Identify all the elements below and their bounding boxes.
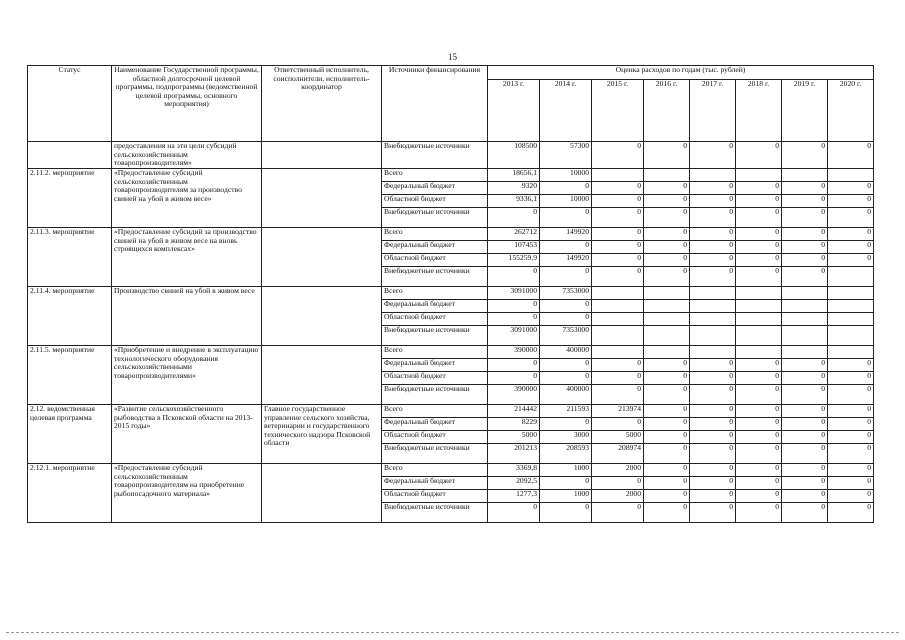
value-cell: 2000 (592, 490, 644, 503)
value-cell: 0 (782, 359, 828, 372)
value-cell: 0 (828, 228, 874, 241)
value-cell: 0 (540, 503, 592, 523)
row-name-cell: «Предоставление субсидий за производство свиней на убой в живом весе на вновь строящихся комплексах» (112, 228, 262, 287)
value-cell (828, 287, 874, 300)
value-cell: 0 (782, 182, 828, 195)
header-year: 2016 г. (644, 80, 690, 142)
row-status-cell: 2.11.5. мероприятие (28, 346, 112, 405)
row-responsible-cell: Главное государственное управление сельского хозяйства, ветеринарии и государственного технического надзора Псковской области (262, 405, 382, 464)
source-cell: Областной бюджет (382, 254, 488, 267)
value-cell: 390000 (488, 346, 540, 359)
value-cell (828, 313, 874, 326)
value-cell (592, 346, 644, 359)
value-cell: 108500 (488, 142, 540, 169)
header-estimate: Оценка расходов по годам (тыс. рублей) (488, 66, 874, 80)
value-cell: 0 (736, 195, 782, 208)
value-cell: 0 (592, 359, 644, 372)
value-cell: 0 (736, 208, 782, 228)
value-cell: 0 (690, 195, 736, 208)
value-cell: 0 (592, 385, 644, 405)
value-cell: 10000 (540, 169, 592, 182)
value-cell: 0 (690, 431, 736, 444)
value-cell (592, 169, 644, 182)
value-cell: 0 (488, 267, 540, 287)
value-cell (782, 300, 828, 313)
value-cell (592, 300, 644, 313)
value-cell: 0 (540, 267, 592, 287)
value-cell: 1000 (540, 490, 592, 503)
value-cell (782, 313, 828, 326)
value-cell: 0 (644, 385, 690, 405)
value-cell: 0 (690, 241, 736, 254)
value-cell (690, 346, 736, 359)
value-cell: 0 (736, 444, 782, 464)
value-cell (782, 169, 828, 182)
value-cell: 155259,9 (488, 254, 540, 267)
value-cell: 0 (592, 228, 644, 241)
value-cell: 0 (736, 142, 782, 169)
source-cell: Всего (382, 405, 488, 418)
value-cell: 0 (828, 195, 874, 208)
row-name-cell: «Предоставление субсидий сельскохозяйственным товаропроизводителям на приобретение рыбопосадочного материала» (112, 464, 262, 523)
value-cell (592, 326, 644, 346)
source-cell: Областной бюджет (382, 372, 488, 385)
value-cell: 0 (736, 464, 782, 477)
value-cell (736, 287, 782, 300)
value-cell (690, 169, 736, 182)
value-cell (690, 326, 736, 346)
row-name-cell: предоставления на эти цели субсидий сельскохозяйственным товаропроизводителям» (112, 142, 262, 169)
value-cell: 0 (690, 444, 736, 464)
value-cell: 0 (644, 418, 690, 431)
value-cell (736, 313, 782, 326)
source-cell: Федеральный бюджет (382, 359, 488, 372)
header-status: Статус (28, 66, 112, 142)
value-cell: 0 (488, 313, 540, 326)
value-cell: 0 (644, 254, 690, 267)
source-cell: Внебюджетные источники (382, 503, 488, 523)
header-responsible: Ответственный исполнитель, соисполнители, исполнитель-координатор (262, 66, 382, 142)
value-cell: 0 (736, 477, 782, 490)
header-year: 2015 г. (592, 80, 644, 142)
value-cell: 1277,3 (488, 490, 540, 503)
value-cell: 0 (828, 359, 874, 372)
header-year: 2020 г. (828, 80, 874, 142)
value-cell: 0 (782, 431, 828, 444)
row-status-cell: 2.11.3. мероприятие (28, 228, 112, 287)
value-cell: 0 (736, 372, 782, 385)
value-cell: 0 (592, 195, 644, 208)
value-cell: 0 (828, 490, 874, 503)
value-cell: 3091000 (488, 326, 540, 346)
value-cell: 0 (690, 405, 736, 418)
source-cell: Всего (382, 287, 488, 300)
value-cell: 0 (736, 418, 782, 431)
source-cell: Внебюджетные источники (382, 208, 488, 228)
table-row (28, 346, 874, 359)
row-status-cell: 2.12.1. мероприятие (28, 464, 112, 523)
value-cell: 0 (488, 208, 540, 228)
value-cell: 0 (690, 503, 736, 523)
value-cell (828, 169, 874, 182)
value-cell: 400000 (540, 385, 592, 405)
value-cell: 0 (828, 503, 874, 523)
value-cell (644, 346, 690, 359)
value-cell: 8229 (488, 418, 540, 431)
table-row (28, 405, 874, 418)
value-cell: 0 (488, 300, 540, 313)
source-cell: Всего (382, 464, 488, 477)
value-cell: 0 (736, 503, 782, 523)
value-cell (782, 346, 828, 359)
value-cell: 208974 (592, 444, 644, 464)
value-cell: 0 (828, 385, 874, 405)
value-cell: 262712 (488, 228, 540, 241)
value-cell: 0 (690, 464, 736, 477)
value-cell: 0 (644, 267, 690, 287)
value-cell: 0 (828, 241, 874, 254)
value-cell (736, 326, 782, 346)
source-cell: Областной бюджет (382, 431, 488, 444)
value-cell: 3369,8 (488, 464, 540, 477)
row-name-cell: «Предоставление субсидий сельскохозяйственным товаропроизводителям за производство свиней на убой в живом весе» (112, 169, 262, 228)
row-responsible-cell (262, 464, 382, 523)
value-cell: 0 (540, 300, 592, 313)
value-cell (690, 300, 736, 313)
value-cell (736, 169, 782, 182)
source-cell: Всего (382, 169, 488, 182)
value-cell: 0 (782, 444, 828, 464)
value-cell: 10000 (540, 195, 592, 208)
value-cell: 0 (644, 477, 690, 490)
row-name-cell: «Развитие сельскохозяйственного рыбоводства в Псковской области на 2013-2015 годы» (112, 405, 262, 464)
value-cell: 0 (782, 464, 828, 477)
value-cell (644, 326, 690, 346)
value-cell: 0 (592, 254, 644, 267)
value-cell: 3000 (540, 431, 592, 444)
page-number: 15 (448, 52, 457, 62)
value-cell (828, 346, 874, 359)
value-cell: 0 (644, 182, 690, 195)
value-cell (644, 313, 690, 326)
value-cell: 0 (736, 182, 782, 195)
table-body (28, 142, 874, 523)
value-cell: 0 (690, 182, 736, 195)
value-cell: 0 (644, 431, 690, 444)
value-cell: 0 (644, 228, 690, 241)
source-cell: Федеральный бюджет (382, 241, 488, 254)
value-cell: 0 (736, 385, 782, 405)
value-cell: 213974 (592, 405, 644, 418)
value-cell: 0 (828, 372, 874, 385)
source-cell: Всего (382, 228, 488, 241)
value-cell: 0 (828, 464, 874, 477)
value-cell: 0 (828, 477, 874, 490)
value-cell: 0 (644, 372, 690, 385)
row-responsible-cell (262, 169, 382, 228)
table-row (28, 464, 874, 477)
value-cell: 0 (690, 477, 736, 490)
value-cell (828, 267, 874, 287)
value-cell: 0 (488, 359, 540, 372)
value-cell: 0 (592, 208, 644, 228)
source-cell: Федеральный бюджет (382, 477, 488, 490)
value-cell: 0 (540, 182, 592, 195)
value-cell: 149920 (540, 228, 592, 241)
value-cell: 0 (828, 208, 874, 228)
value-cell: 0 (736, 405, 782, 418)
value-cell (828, 326, 874, 346)
value-cell (828, 300, 874, 313)
value-cell: 0 (540, 241, 592, 254)
header-year: 2014 г. (540, 80, 592, 142)
header-year: 2018 г. (736, 80, 782, 142)
value-cell: 0 (644, 444, 690, 464)
value-cell: 18656,1 (488, 169, 540, 182)
value-cell: 0 (644, 490, 690, 503)
value-cell: 0 (644, 359, 690, 372)
value-cell (736, 300, 782, 313)
value-cell: 201213 (488, 444, 540, 464)
value-cell: 0 (690, 142, 736, 169)
page-bottom-divider (6, 632, 899, 633)
value-cell: 0 (644, 195, 690, 208)
value-cell: 0 (782, 405, 828, 418)
value-cell: 0 (736, 359, 782, 372)
source-cell: Федеральный бюджет (382, 182, 488, 195)
table-row (28, 228, 874, 241)
header-year: 2017 г. (690, 80, 736, 142)
value-cell: 0 (736, 267, 782, 287)
value-cell: 5000 (488, 431, 540, 444)
value-cell: 107453 (488, 241, 540, 254)
value-cell: 0 (782, 418, 828, 431)
source-cell: Внебюджетные источники (382, 326, 488, 346)
value-cell: 0 (828, 444, 874, 464)
value-cell (782, 287, 828, 300)
value-cell: 0 (828, 182, 874, 195)
value-cell: 0 (782, 142, 828, 169)
value-cell: 0 (540, 313, 592, 326)
value-cell (782, 326, 828, 346)
header-year: 2013 г. (488, 80, 540, 142)
value-cell: 57300 (540, 142, 592, 169)
value-cell (592, 313, 644, 326)
value-cell: 0 (828, 405, 874, 418)
value-cell: 0 (690, 208, 736, 228)
row-status-cell: 2.12. ведомственная целевая программа (28, 405, 112, 464)
value-cell: 0 (592, 267, 644, 287)
value-cell: 0 (540, 208, 592, 228)
source-cell: Федеральный бюджет (382, 418, 488, 431)
row-status-cell (28, 142, 112, 169)
value-cell: 208593 (540, 444, 592, 464)
value-cell: 0 (690, 228, 736, 241)
value-cell: 0 (828, 431, 874, 444)
value-cell: 0 (690, 254, 736, 267)
value-cell: 3091000 (488, 287, 540, 300)
value-cell: 0 (690, 490, 736, 503)
table-row (28, 169, 874, 182)
value-cell (592, 287, 644, 300)
value-cell: 149920 (540, 254, 592, 267)
value-cell: 0 (690, 418, 736, 431)
value-cell: 0 (644, 142, 690, 169)
value-cell: 2000 (592, 464, 644, 477)
source-cell: Областной бюджет (382, 490, 488, 503)
value-cell: 0 (736, 254, 782, 267)
source-cell: Внебюджетные источники (382, 385, 488, 405)
table-row (28, 142, 874, 169)
table-row (28, 287, 874, 300)
value-cell: 0 (592, 142, 644, 169)
value-cell: 0 (644, 503, 690, 523)
value-cell: 0 (592, 477, 644, 490)
row-name-cell: Производство свиней на убой в живом весе (112, 287, 262, 346)
value-cell: 0 (828, 142, 874, 169)
value-cell: 0 (782, 372, 828, 385)
budget-table-container (27, 65, 874, 523)
budget-table (27, 65, 874, 523)
value-cell: 0 (592, 372, 644, 385)
value-cell: 9320 (488, 182, 540, 195)
value-cell: 0 (782, 228, 828, 241)
value-cell (690, 313, 736, 326)
row-status-cell: 2.11.4. мероприятие (28, 287, 112, 346)
row-status-cell: 2.11.2. мероприятие (28, 169, 112, 228)
value-cell: 0 (644, 241, 690, 254)
value-cell: 0 (644, 464, 690, 477)
value-cell: 0 (736, 431, 782, 444)
header-sources: Источники финансирования (382, 66, 488, 142)
value-cell: 0 (782, 267, 828, 287)
value-cell: 0 (782, 385, 828, 405)
source-cell: Всего (382, 346, 488, 359)
value-cell: 0 (782, 503, 828, 523)
header-year: 2019 г. (782, 80, 828, 142)
value-cell: 0 (782, 195, 828, 208)
value-cell: 0 (540, 359, 592, 372)
header-name: Наименование Государственной программы, областной долгосрочной целевой программы, подпрограммы (ведомственной целевой программы, основного мероприятия) (112, 66, 262, 142)
value-cell: 0 (690, 359, 736, 372)
value-cell: 0 (488, 372, 540, 385)
value-cell: 0 (592, 182, 644, 195)
value-cell (644, 169, 690, 182)
row-responsible-cell (262, 346, 382, 405)
value-cell: 0 (592, 418, 644, 431)
value-cell: 0 (540, 418, 592, 431)
source-cell: Внебюджетные источники (382, 142, 488, 169)
value-cell: 0 (736, 490, 782, 503)
value-cell: 0 (828, 254, 874, 267)
value-cell: 0 (540, 477, 592, 490)
source-cell: Областной бюджет (382, 195, 488, 208)
value-cell: 9336,1 (488, 195, 540, 208)
value-cell: 0 (690, 385, 736, 405)
value-cell: 0 (782, 254, 828, 267)
value-cell: 0 (690, 372, 736, 385)
value-cell: 0 (488, 503, 540, 523)
value-cell: 0 (782, 490, 828, 503)
value-cell: 2092,5 (488, 477, 540, 490)
value-cell: 214442 (488, 405, 540, 418)
value-cell (736, 346, 782, 359)
value-cell: 0 (644, 405, 690, 418)
value-cell: 0 (540, 372, 592, 385)
value-cell: 0 (782, 477, 828, 490)
value-cell (690, 287, 736, 300)
value-cell: 7353000 (540, 287, 592, 300)
value-cell (644, 287, 690, 300)
value-cell: 211593 (540, 405, 592, 418)
value-cell: 390000 (488, 385, 540, 405)
value-cell: 1000 (540, 464, 592, 477)
value-cell: 0 (782, 241, 828, 254)
value-cell: 0 (690, 267, 736, 287)
value-cell: 5000 (592, 431, 644, 444)
value-cell: 0 (736, 241, 782, 254)
row-responsible-cell (262, 287, 382, 346)
row-responsible-cell (262, 142, 382, 169)
source-cell: Внебюджетные источники (382, 267, 488, 287)
source-cell: Внебюджетные источники (382, 444, 488, 464)
value-cell: 0 (592, 503, 644, 523)
value-cell: 400000 (540, 346, 592, 359)
value-cell: 0 (644, 208, 690, 228)
value-cell: 0 (828, 418, 874, 431)
row-responsible-cell (262, 228, 382, 287)
value-cell: 7353000 (540, 326, 592, 346)
row-name-cell: «Приобретение и внедрение в эксплуатацию технологического оборудования сельскохозяйственными товаропроизводителями» (112, 346, 262, 405)
value-cell: 0 (782, 208, 828, 228)
value-cell (644, 300, 690, 313)
value-cell: 0 (736, 228, 782, 241)
value-cell: 0 (592, 241, 644, 254)
source-cell: Федеральный бюджет (382, 300, 488, 313)
source-cell: Областной бюджет (382, 313, 488, 326)
